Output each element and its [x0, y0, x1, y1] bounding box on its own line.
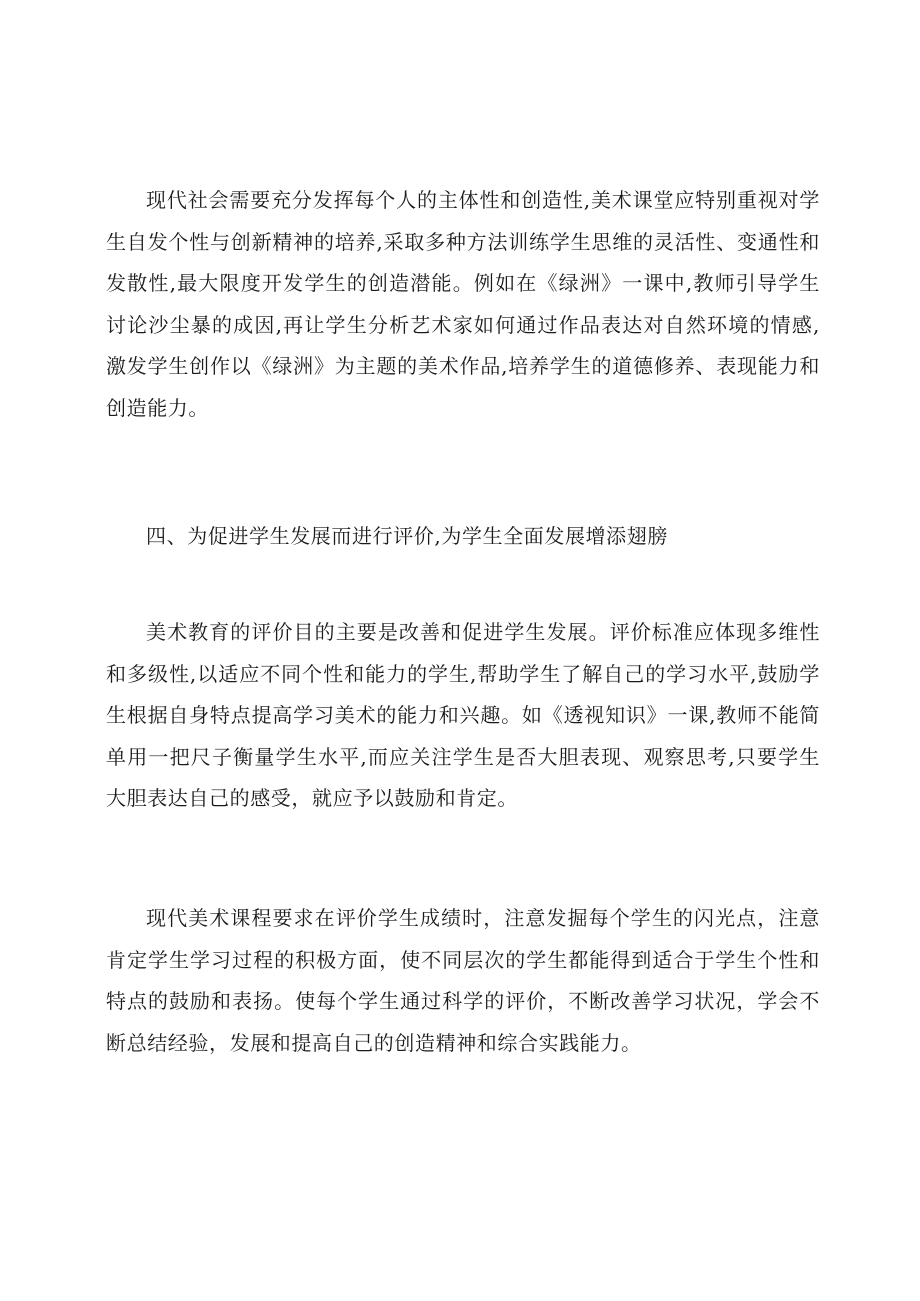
section-heading: 四、为促进学生发展而进行评价,为学生全面发展增添翅膀: [146, 524, 668, 548]
body-paragraph: 美术教育的评价目的主要是改善和促进学生发展。评价标准应体现多维性和多级性,以适应不同个性和能力的学生,帮助学生了解自己的学习水平,鼓励学生根据自身特点提高学习美术的能力和兴趣。如《透视知识》一课,教师不能简单用一把尺子衡量学生水平,而应关注学生是否大胆表现、观察思考,只要学生大胆表达自己的感受，就应予以鼓励和肯定。: [106, 620, 820, 810]
body-paragraph: 现代社会需要充分发挥每个人的主体性和创造性,美术课堂应特别重视对学生自发个性与创新精神的培养,采取多种方法训练学生思维的灵活性、变通性和发散性,最大限度开发学生的创造潜能。例如在《绿洲》一课中,教师引导学生讨论沙尘暴的成因,再让学生分析艺术家如何通过作品表达对自然环境的情感,激发学生创作以《绿洲》为主题的美术作品,培养学生的道德修养、表现能力和创造能力。: [106, 188, 820, 420]
body-paragraph: 现代美术课程要求在评价学生成绩时，注意发掘每个学生的闪光点，注意肯定学生学习过程的积极方面，使不同层次的学生都能得到适合于学生个性和特点的鼓励和表扬。使每个学生通过科学的评价，不断改善学习状况，学会不断总结经验，发展和提高自己的创造精神和综合实践能力。: [106, 906, 820, 1055]
